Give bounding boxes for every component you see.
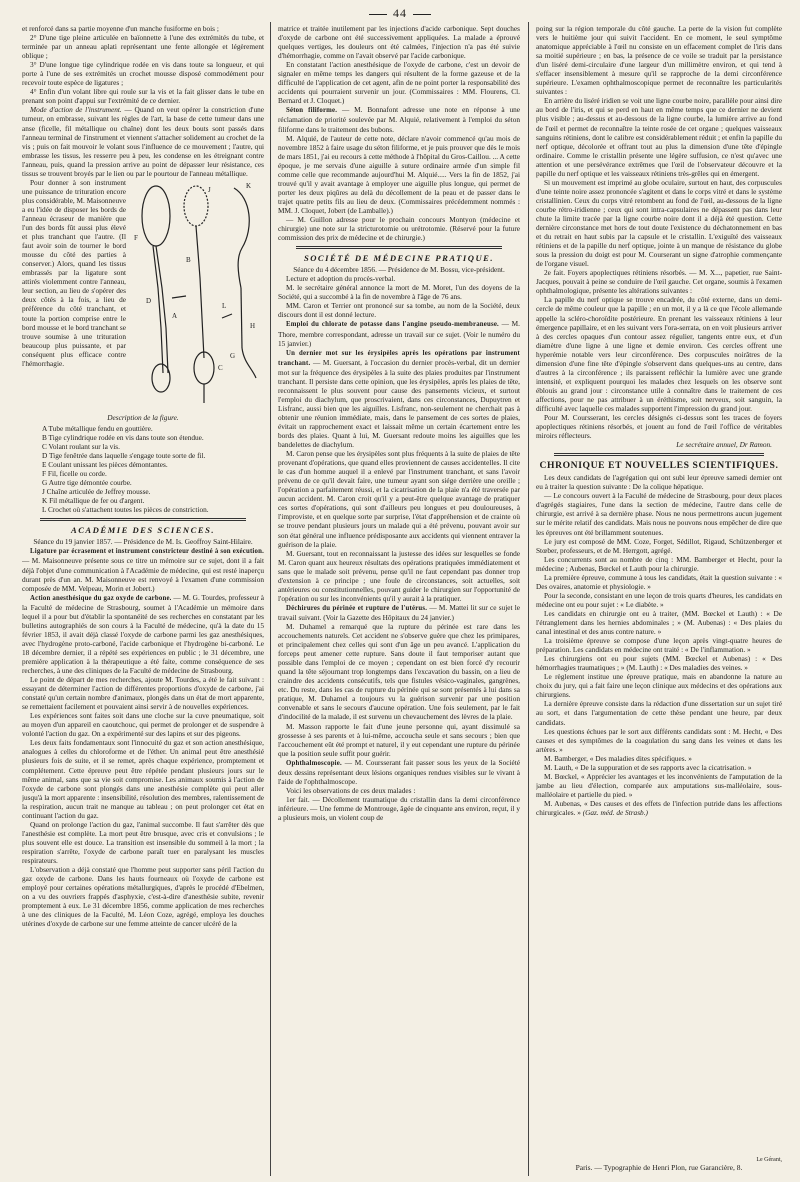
section-heading: CHRONIQUE ET NOUVELLES SCIENTIFIQUES.: [539, 460, 779, 472]
paragraph: Quand on prolonge l'action du gaz, l'animal succombe. Il faut s'arrêter dès que l'anesthésie est complète. La mort peut être brusque, avec cris et convulsions ; le plus souvent elle est douce. La transition est insensible du sommeil à la mort ; la respiration s'arrête, l'oxyde de carbone paraît tuer en paralysant les muscles respirateurs.: [22, 819, 264, 865]
handle: [152, 364, 170, 392]
legend-item: E Coulant unissant les pièces démontantes.: [42, 460, 168, 470]
column-2: [278, 24, 520, 1174]
session-line: Séance du 19 janvier 1857. — Présidence de M. Is. Geoffroy Saint-Hilaire.: [33, 537, 253, 547]
section-divider: [40, 518, 246, 521]
paragraph: [278, 758, 520, 786]
legend-item: D Tige fenêtrée dans laquelle s'engage toute sorte de fil.: [42, 450, 206, 460]
session-line: Séance du 4 décembre 1856. — Présidence de M. Bossu, vice-président.: [293, 265, 505, 275]
legend-item: F Fil, ficelle ou corde.: [42, 469, 107, 479]
paragraph: — M. Guillon adresse pour le prochain concours Montyon (médecine et chirurgie) une note sur la stricturotomie ou urétrotomie. (Réservé pour la future commission des prix de médecine et de chirurgie.): [278, 214, 520, 243]
paragraph: [278, 348, 520, 450]
paragraph: Voici les observations de ces deux malades :: [286, 785, 416, 795]
source-citation: (Gaz. méd. de Strasb.): [582, 807, 648, 817]
paragraph: M. Guersant, tout en reconnaissant la justesse des idées sur lesquelles se fonde M. Caron quant aux heureux résultats des opérations pratiquées immédiatement et sans que le malade soit prévenu, pense qu'il ne faut cependant pas donner trop d'extension à ce principe ; une foule de circonstances, soit actuelles, soit antérieures ou constitutionnelles, pouvant guider le chirurgien sur l'opportunité de l'opération ou sur les inconvénients qu'il y aurait à la pratiquer.: [278, 548, 520, 603]
paragraph-text: — M. Maisonneuve présente sous ce titre un mémoire sur ce sujet, dont il a fait déjà l'objet d'une communication à l'Académie de médecine, qui est resté inaperçu durant près d'un an. M. Maisonneuve est renvoyé à l'examen d'une commission composée de MM. Velpeau, Morin et Jobert.): [22, 556, 264, 593]
paragraph: En constatant l'action anesthésique de l'oxyde de carbone, c'est un devoir de signaler en même temps les dangers qui résultent de la forme gazeuse et de la difficulté de l'application de cet agent, afin de ne point porter la responsabilité des accidents qui pourraient survenir un jour. (Commissaires : MM. Flourens, Cl. Bernard et J. Cloquet.): [278, 60, 520, 106]
section-heading: ACADÉMIE DES SCIENCES.: [70, 525, 216, 536]
paragraph: 2e fait. Foyers apoplectiques rétiniens résorbés. — M. X..., papetier, rue Saint-Jacques, pouvait à peine se conduire de l'œil gauche. Cet organe, soumis à l'examen ophthalmologique, présente les altérations suivantes :: [536, 268, 782, 296]
paragraph: Les expériences sont faites soit dans une cloche sur la cuve pneumatique, soit au moyen d'un appareil en caoutchouc, qui permet de prolonger et de suspendre à volonté l'action du gaz. On a expérimenté sur des lapins et sur des pigeons.: [22, 711, 264, 739]
chain-loop: [184, 186, 208, 226]
paragraph: 2° D'une tige pleine articulée en baïonnette à l'une des extrémités du tube, et terminée par un anneau aplati représentant une fente allongée et légèrement oblique ;: [22, 33, 264, 61]
curved-rod-end: [242, 348, 256, 378]
coulant-e: [172, 296, 186, 298]
paragraph: La dernière épreuve consiste dans la rédaction d'une dissertation sur un sujet tiré au sort, et dans l'argumentation de cette thèse pendant une heure, par deux candidats.: [536, 699, 782, 727]
fig-label: K: [246, 181, 252, 190]
paragraph: et renforcé dans sa partie moyenne d'un manche fusiforme en bois ;: [22, 24, 219, 33]
inline-heading: Ligature par écrasement et instrument constricteur destiné à son exécution.: [30, 548, 264, 556]
paragraph: La troisième épreuve se compose d'une leçon après vingt-quatre heures de préparation. Les candidats en médecine ont traité : « De l'inflammation. »: [536, 636, 782, 655]
paragraph: M. Bœckel, « Apprécier les avantages et les inconvénients de l'amputation de la jambe au lieu d'élection, comparée aux amputations sus-malléolaire, sous-malléolaire et partielle du pied. »: [536, 771, 782, 799]
cord-loop: [142, 186, 170, 246]
paragraph-text: — M. Mattei lit sur ce sujet le travail suivant. (Voir la Gazette des Hôpitaux du 24 janvier.): [278, 602, 520, 622]
paragraph: 3° D'une longue tige cylindrique rodée en vis dans toute sa longueur, et qui porte à l'une de ses extrémités un crochet mousse disposé commodément pour recevoir toute espèce de ligatures ;: [22, 60, 264, 88]
column-3: [536, 24, 782, 1124]
paragraph: Les candidats en chirurgie ont eu à traiter, (MM. Bœckel et Lauth) : « De l'étranglement dans les hernies abdominales ; » (M. Aubenas) : « Des plaies du canal intestinal et des anus contre nature. »: [536, 608, 782, 637]
legend-item: C Volant roulant sur la vis.: [42, 441, 120, 451]
inline-heading: Emploi du chlorate de potasse dans l'angine pseudo-membraneuse.: [286, 321, 499, 329]
paragraph-text: — M. G. Tourdes, professeur à la Faculté de médecine de Strasbourg, soumet à l'Académie un mémoire dans lequel il a pour but d'établir la spontanéité de ses recherches en constatant par les bulletins autographiés de son cours à la Faculté de médecine, qu'à la date du 15 février 1853, il avait déjà classé l'oxyde de carbone parmi les gaz anesthésiques, avec l'hydrogène proto-carboné, l'acide carbonique et l'hydrogène bi-carboné. Le 18 décembre dernier, il a répété ses expériences en public ; le 31 décembre, une première application à la thérapeutique a été faite, comme conséquence de ses recherches, à une des cliniques de la Faculté de médecine de Strasbourg.: [22, 592, 264, 676]
paragraph-text: — Quand on veut opérer la constriction d'une tumeur, on embrasse, suivant les règles de l'art, la base de cette tumeur dans une anse (ficelle, fil métallique ou chaîne) dont les deux bouts sont passés dans l'anneau terminal de l'instrument et viennent s'attacher solidement au crochet de la vis ; puis on fait mouvoir le volant sous l'influence de ce mouvement ; l'autre, qui embrasse les tissus, les resserre peu à peu, les condense en les étreignant contre l'anneau, puis, quand la pression arrive au point de dépasser leur résistance, ces tissus se trouvent broyés par le lien ou par le pourtour de l'anneau métallique.: [22, 105, 264, 178]
paragraph: [22, 593, 264, 675]
paragraph: Les questions échues par le sort aux différents candidats sont : M. Hecht, « Des causes et des symptômes de la coagulation du sang dans les veines et dans les artères. »: [536, 726, 782, 754]
legend-item: B Tige cylindrique rodée en vis dans toute son étendue.: [42, 432, 204, 442]
column-rule: [270, 22, 271, 1176]
paragraph: Pour donner à son instrument une puissance de trituration encore plus considérable, M. Maisonneuve a eu l'idée de disposer les bords de l'anneau écraseur de manière que l'un des bords fût aussi plus élevé et plus tranchant que l'autre. (Il faut avoir soin de tourner le bord mousse du côté des parties à conserver.) Alors, quand les tissus embrassés par la ligature sont attirés violemment contre l'anneau, leur section, au lieu de s'opérer des deux côtés à la fois, a lieu de préférence du côté tranchant, et toute la portion comprise entre le bord mousse et le bord tranchant se trouve soumise à une trituration beaucoup plus puissante, et par conséquent plus efficace contre l'hémorrhagie.: [22, 177, 126, 368]
fig-label: F: [134, 233, 138, 242]
paragraph: Le règlement institue une épreuve pratique, mais en abandonne la nature au choix du jury, qui a fait faire une leçon clinique aux médecins et des opérations aux chirurgiens.: [536, 672, 782, 700]
paragraph: [278, 319, 520, 347]
figure-block: [22, 178, 264, 410]
paragraph: Les deux faits fondamentaux sont l'innocuité du gaz et son action anesthésique, analogues à celles du chloroforme et de l'éther. Un animal peut être anesthésié plusieurs fois de suite, et il se remet, après chaque expérience, promptement et complétement. Cette épreuve peut être répétée pendant plusieurs jours sur le même animal, sans que sa vie soit compromise. Les animaux soumis à l'action de l'oxyde de carbone sont plongés dans une anesthésie complète qui peut aller jusqu'à la mort apparente : insensibilité, résolution des membres, ralentissement de la respiration, aucun trait ne manque au tableau ; on peut prolonger cet état en continuant l'action du gaz.: [22, 738, 264, 820]
paragraph: [536, 799, 782, 817]
paragraph-text: — M. Thore, membre correspondant, adresse un travail sur ce sujet. (Voir le numéro du 15 janvier.): [278, 319, 520, 348]
paragraph: Les concurrents sont au nombre de cinq : MM. Bamberger et Hecht, pour la médecine ; Aubenas, Bœckel et Lauth pour la chirurgie.: [536, 554, 782, 573]
paragraph: Les chirurgiens ont eu pour sujets (MM. Bœckel et Aubenas) : « Des hémorrhagies traumatiques ; » (M. Lauth) : « Des maladies des veines. »: [536, 654, 782, 673]
fig-label: C: [218, 363, 223, 372]
legend-item: L Crochet où s'attachent toutes les pièces de constriction.: [42, 505, 209, 515]
section-divider: [296, 246, 502, 249]
curved-rod-g: [241, 288, 242, 348]
legend-item: J Chaîne articulée de Jeffrey mousse.: [42, 487, 151, 497]
fig-label: A: [172, 311, 178, 320]
paragraph: 4° Enfin d'un volant libre qui roule sur la vis et la fait glisser dans le tube en prenant son point d'appui sur l'extrémité de ce dernier.: [22, 87, 264, 106]
inline-heading: Un dernier mot sur les érysipèles après les opérations par instrument tranchant.: [278, 349, 520, 367]
paragraph: La papille du nerf optique se trouve encadrée, du côté externe, dans un demi-cercle de même couleur que la papille ; en un mot, il y a là ce que l'école allemande appelle la scléro-choroïdite postérieure. En prenant les vaisseaux rétiniens à leur émergence papillaire, et en les suivant vers l'ora-serrata, on en voit plusieurs arriver à des cercles opaques d'un contour assez régulier, tangents entre eux, et d'un diamètre d'une ligne à une ligne et demie environ. Ces cercles offrent une hyperémie notable vers leur circonférence. Des corpuscules noirâtres de la dimension d'une fine tête d'épingle s'observent dans quelques-uns au centre, dans d'autres à la circonférence ; ils paraissent refléchir la lumière avec une grande intensité, et expliquent pourquoi les malades chez lesquels on les observe sont éblouis au grand jour : circonstance utile à connaître dans le traitement de ces affections, pour ne pas attribuer à un éréthisme, soit nerveux, soit sanguin, la difficulté avec laquelle ces malades supportent l'impression du grand jour.: [536, 295, 782, 413]
paragraph: M. Alquié, de l'auteur de cette note, déclare n'avoir commencé qu'au mois de novembre 1852 à faire usage du séton filiforme, et je puis prouver que dès le mois de mars 1851, j'ai eu recours à cette méthode à l'hôpital du Gros-Caillou. ... A cette époque, je me servais d'une aiguille à suture ordinaire armée d'un simple fil comme celle que recommande aujourd'hui M. Alquié..... Vers la fin de 1852, j'ai trouvé qu'il y avait avantage à employer une aiguille plus longue, qui permet de porter les deux piqûres au delà du décollement de la peau et de passer dans le trajet quatre petits fils au lieu de deux. (Commissaires précédemment nommés : MM. J. Cloquet, Jobert (de Lamballe).): [278, 133, 520, 215]
paragraph: M. le secrétaire général annonce la mort de M. Moret, l'un des doyens de la Société, qui a succombé à la fin de novembre à l'âge de 76 ans.: [278, 283, 520, 302]
paragraph-text: — M. Guersant, à l'occasion du dernier procès-verbal, dit un dernier mot sur la fréquence des érysipèles à la suite des plaies produites par l'instrument tranchant. Il persiste dans cette opinion, que les érysipèles, après les plaies de tête, reconnaissent le plus souvent pour cause des pansements vicieux, et surtout l'emploi du diachylum, que proscrivaient, dans ces circonstances, Dupuytren et Lisfranc, aussi bien que les aiguilles. Lisfranc, non-seulement ne cherchait pas à obtenir une réunion immédiate, mais, dans le pansement de ces sortes de plaies, évitait un rapprochement exact et laissait même un certain écartement entre les bords des plaies. Quant à lui, M. Guersant redoute moins les aiguilles que les bandelettes de diachylum.: [278, 357, 520, 450]
gerant-label: Le Gérant,: [756, 1157, 782, 1163]
section-divider: [554, 453, 764, 456]
paragraph: MM. Caron et Terrier ont prononcé sur sa tombe, au nom de la Société, deux discours dont il est donné lecture.: [278, 301, 520, 320]
paragraph: L'observation a déjà constaté que l'homme peut supporter sans péril l'action du gaz oxyde de carbone. Dans les hauts fourneaux où l'oxyde de carbone est employé pour certaines opérations métallurgiques, d'après le procédé d'Ebelmen, on a vu des ouvriers frappés d'asphyxie, c'est-à-dire d'anesthésie subite, revenir promptement à eux. Le 31 décembre 1856, comme application de mes recherches à une des cliniques de la Faculté, M. Léon Coze, agrégé, employa les douches utérines d'oxyde de carbone sur une femme atteinte de cancer ulcéré de la: [22, 865, 264, 929]
paragraph: M. Masson rapporte le fait d'une jeune personne qui, ayant dissimulé sa grossesse à ses parents et à lui-même, accoucha seule et sans secours ; bien que l'accouchement eût été prompt et naturel, il y eut cependant une rupture du périnée que la position seule suffit pour guérir.: [278, 721, 520, 758]
inline-heading: Ophthalmoscopie.: [286, 759, 342, 767]
legend-item: G Autre tige démontée courbe.: [42, 478, 132, 488]
hook-l: [222, 314, 232, 318]
paragraph: Les deux candidats de l'agrégation qui ont subi leur épreuve samedi dernier ont eu à traiter la question suivante : De la colique hépatique.: [536, 473, 782, 492]
fig-label: D: [146, 296, 152, 305]
paragraph: Pour M. Coursserant, les cercles désignés ci-dessus sont les traces de foyers apoplectiques rétiniens résorbés, et jouent au fond de l'œil l'office de véritables miroirs réflecteurs.: [536, 413, 782, 441]
paragraph: Le point de départ de mes recherches, ajoute M. Tourdes, a été le fait suivant : essayant de déterminer l'action de différentes proportions d'oxyde de carbone, j'ai constaté qu'un certain nombre d'animaux, plongés dans un état de mort apparente, se remettaient facilement et pouvaient ainsi servir à de nouvelles expériences.: [22, 675, 264, 712]
inline-heading: Mode d'action de l'instrument.: [30, 105, 122, 115]
signature: Le secrétaire annuel, Dr Ramon.: [676, 440, 772, 450]
paragraph: M. Duhamel a remarqué que la rupture du périnée est rare dans les accouchements naturels. Cet accident ne s'observe guère que chez les primipares, et principalement chez celles qui sont d'un âge un peu avancé. L'application du forceps peut amener cette rupture. Sans doute il faut temporiser autant que possible dans l'emploi de ce moyen ; cependant on est bien forcé d'y recourir quand la tête séjournant trop longtemps dans l'excavation du bassin, on a lieu de craindre des accidents consécutifs, tels que fistules vésico-vaginales, gangrènes, etc. Du reste, dans les cas de rupture du périnée qui se sont présentés à lui dans sa pratique, M. Duhamel a toujours vu la guérison survenir par une position convenable et sans le secours d'aucune opération. Une fois seulement, par le fait d'indocilité de la malade, il est survenu un chevauchement des lèvres de la plaie.: [278, 622, 520, 722]
paragraph: En arrière du liséré iridien se voit une ligne courbe noire, parallèle pour ainsi dire au bord de l'iris, et qui se perd en haut en même temps que ce dernier ne devient plus visible ; au-dessus et au-dessous de la ligne courbe, la lumière arrive au fond de l'œil et permet de reconnaître la teinte rosée de cet organe ; quelques vaisseaux sanguins rétiniens, dont le calibre est considérablement réduit ; et enfin la papille du nerf optique, décolorée et offrant tout au plus la dimension d'une tête d'épingle ordinaire. Comme le cristallin présente une légère suffusion, ce n'est qu'avec une attention et une persévérance extrêmes que l'œil de l'observateur découvre et la papille du nerf optique et les vaisseaux rétiniens très-grêles qui en émergent.: [536, 96, 782, 178]
paragraph: M. Bamberger, « Des maladies dites spécifiques. »: [544, 753, 692, 763]
tube-b: [153, 246, 163, 373]
paragraph: M. Lauth, « De la suppuration et de ses rapports avec la cicatrisation. »: [544, 762, 752, 772]
section-heading: SOCIÉTÉ DE MÉDECINE PRATIQUE.: [303, 253, 495, 264]
paragraph: 1er fait. — Décollement traumatique du cristallin dans la demi circonférence inférieure. — Une femme de Montrouge, âgée de cinquante ans environ, reçut, il y a plusieurs mois, un violent coup de: [278, 794, 520, 822]
paragraph: [22, 546, 264, 592]
fig-label: B: [186, 255, 191, 264]
paragraph-text: — M. Coursserant fait passer sous les yeux de la Société deux dessins représentant deux lésions organiques rendues visibles sur le vivant à l'aide de l'ophthalmoscope.: [278, 757, 520, 786]
tube-c: [196, 226, 204, 358]
legend-item: K Fil métallique de fer ou d'argent.: [42, 496, 145, 506]
legend-item: A Tube métallique fendu en gouttière.: [42, 423, 153, 433]
page-number: 44: [0, 6, 800, 21]
fig-label: H: [250, 321, 256, 330]
paragraph: Le jury est composé de MM. Coze, Forget, Sédillot, Rigaud, Schützenberger et Stœber, professeurs, et de M. Herrgott, agrégé.: [536, 536, 782, 555]
wire-k: [234, 188, 249, 288]
column-1: [22, 24, 264, 1174]
fig-label: J: [208, 185, 211, 194]
paragraph: M. Caron pense que les érysipèles sont plus fréquents à la suite de plaies de tête provenant d'opérations, que quand elles proviennent de causes accidentelles. Il cite le cas d'un homme auquel il a enlevé par l'instrument tranchant, et sans l'avoir prévenu de ce qu'il devait faire, une tumeur ayant son siége derrière une oreille ; l'opération a parfaitement réussi, et la cicatrisation de la plaie n'a été traversée par aucun accident. M. Caron croit qu'il y a peut-être quelque avantage de pratiquer ces sortes d'opérations, qui sont d'ailleurs peu longues et peu douloureuses, à l'improviste, et en quelque sorte par surprise, l'état d'appréhension et de crainte où se trouve pendant plusieurs jours un malade qui a été prévenu, pouvant avoir sur son état général une influence prédisposante aux accidents qui viennent entraver la guérison de la plaie.: [278, 449, 520, 549]
paragraph: [278, 603, 520, 622]
inline-heading: Séton filiforme.: [286, 107, 338, 115]
fig-label: L: [222, 301, 227, 310]
paragraph: Lecture et adoption du procès-verbal.: [286, 274, 396, 284]
paragraph-text: — M. Bonnafont adresse une note en réponse à une réclamation de priorité soulevée par M. Alquié, relativement à l'emploi du séton filiforme dans le traitement des bubons.: [278, 105, 520, 134]
paragraph: La première épreuve, commune à tous les candidats, était la question suivante : « Des ovaires, anatomie et physiologie. »: [536, 572, 782, 591]
inline-heading: Déchirures du périnée et rupture de l'utérus.: [286, 604, 428, 612]
paragraph: — Le concours ouvert à la Faculté de médecine de Strasbourg, pour deux places d'agrégés stagiaires, l'une dans la section de médecine, l'autre dans celle de chirurgie, est arrivé à sa dernière phase. Nous ne nous permettrons aucun jugement sur le mérite relatif des candidats. Mais nous ne pouvons nous empêcher de dire que les épreuves ont été brillamment soutenues.: [536, 491, 782, 537]
column-rule: [528, 22, 529, 1176]
paragraph: poing sur la région temporale du côté gauche. La perte de la vision fut complète vers le huitième jour qui suivit l'accident. En ce moment, le seul symptôme anatomique appréciable à l'œil nu consiste en un effacement complet de l'iris dans sa moitié supérieure ; en bas, la présence de ce voile se traduit par la persistance d'un liséré demi-circulaire d'une largeur d'un millimètre environ, et qui tend à s'effacer insensiblement à mesure qu'il se rapproche de la demi circonférence supérieure. L'examen ophthalmoscopique permet de reconnaître les particularités suivantes :: [536, 24, 782, 97]
instrument-figure: [126, 178, 264, 410]
paragraph: Si un mouvement est imprimé au globe oculaire, surtout en haut, des corpuscules d'une teinte noire assez prononcée s'agitent et dans le corps vitré et dans le système cristallinien. Ceux du corps vitré retombent au fond de l'œil, au-dessous de la ligne courbe rétro-iridienne ; ceux qui sont intra-capsulaires ne dépassent pas dans leur chute la limite tracée par la ligne courbe noire dont il a déjà été question. Cette dernière circonstance met hors de tout doute l'existence du déchatonnement en bas et du retrait en haut subis par la capsule et le cristallin. L'exiguïté des vaisseaux rétiniens et de la papille du nerf optique, jointe à un manque de résistance du globe sous la pression du doigt est pour M. Courserant un signe d'atrophie commençante de l'organe visuel.: [536, 177, 782, 269]
fig-label: G: [230, 351, 236, 360]
paragraph: Pour la seconde, consistant en une leçon de trois quarts d'heures, les candidats en médecine ont eu pour sujet : « Le diabète. »: [536, 590, 782, 609]
figure-description-title: Description de la figure.: [107, 412, 179, 422]
figure-side-text: [22, 178, 126, 410]
printer-line: Paris. — Typographie de Henri Plon, rue Garancière, 8.: [575, 1163, 743, 1172]
paragraph: [278, 105, 520, 133]
inline-heading: Action anesthésique du gaz oxyde de carbone.: [30, 594, 172, 602]
paragraph: matrice et traitée inutilement par les injections d'acide carbonique. Sept douches d'oxyde de carbone ont été successivement appliquées. La malade a éprouvé quelques vertiges, les douleurs ont été calmées, l'injection n'a pas été suivie d'hémorrhagie, comme on l'avait observé par l'acide carbonique.: [278, 24, 520, 61]
footer: [536, 1157, 782, 1172]
paragraph-text: M. Aubenas, « Des causes et des effets de l'infection putride dans les affections chirurgicales. »: [536, 798, 782, 817]
paragraph: [22, 105, 264, 177]
